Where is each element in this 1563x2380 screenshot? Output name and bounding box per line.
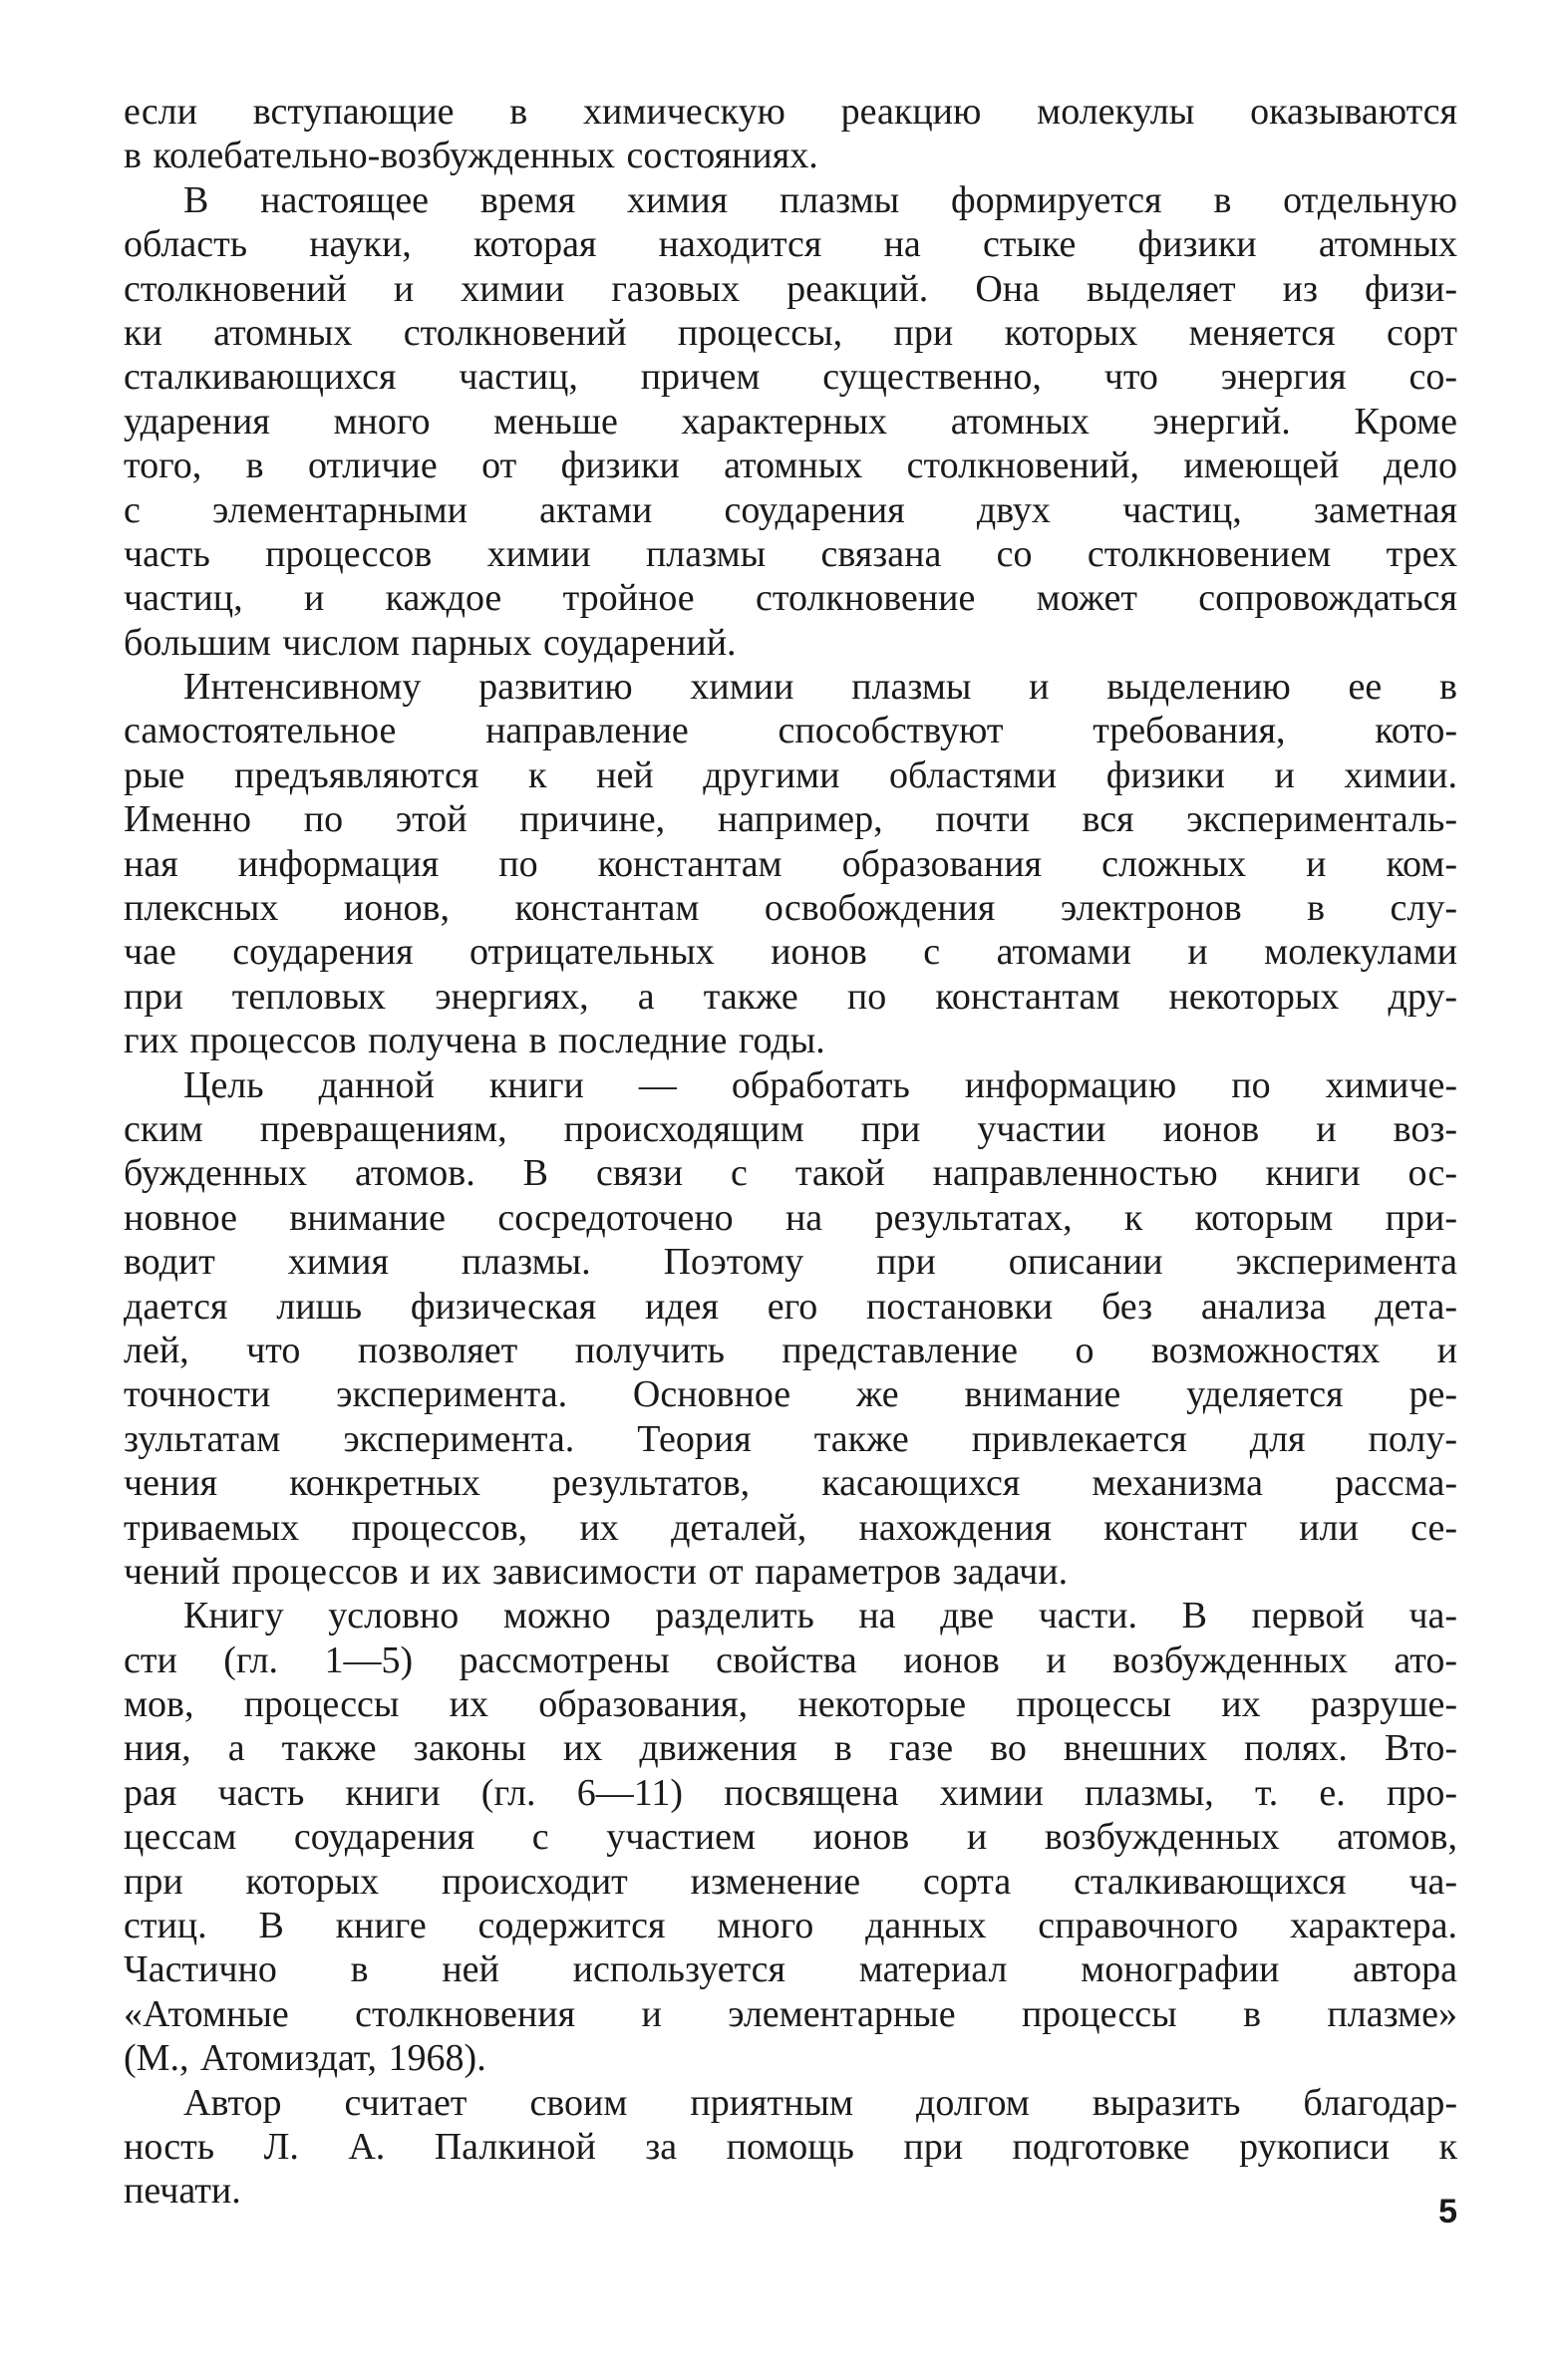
text-line: триваемых процессов, их деталей, нахождения констант или се- [124, 1506, 1457, 1549]
text-line: цессам соударения с участием ионов и возбужденных атомов, [124, 1816, 1457, 1859]
text-line: столкновений и химии газовых реакций. Она выделяет из физи- [124, 267, 1457, 310]
text-line: Автор считает своим приятным долгом выразить благодар- [183, 2081, 1457, 2124]
text-line: при тепловых энергиях, а также по константам некоторых дру- [124, 975, 1457, 1018]
text-line: Частично в ней используется материал монографии автора [124, 1948, 1457, 1991]
text-line: в колебательно-возбужденных состояниях. [124, 135, 818, 177]
text-line: ная информация по константам образования сложных и ком- [124, 842, 1457, 885]
text-line: частиц, и каждое тройное столкновение может сопровождаться [124, 577, 1457, 620]
text-line: «Атомные столкновения и элементарные процессы в плазме» [124, 1992, 1457, 2035]
text-line: сти (гл. 1—5) рассмотрены свойства ионов и возбужденных ато- [124, 1638, 1457, 1681]
paragraph [124, 1063, 1457, 1595]
text-line: чения конкретных результатов, касающихся механизма рассма- [124, 1462, 1457, 1505]
text-line: область науки, которая находится на стыке физики атомных [124, 223, 1457, 266]
text-line: печати. [124, 2170, 241, 2213]
paragraph [124, 665, 1457, 1063]
text-line: (М., Атомиздат, 1968). [124, 2037, 486, 2080]
text-line: Книгу условно можно разделить на две части. В первой ча- [183, 1595, 1457, 1637]
text-line: с элементарными актами соударения двух частиц, заметная [124, 488, 1457, 531]
text-line: если вступающие в химическую реакцию молекулы оказываются [124, 91, 1457, 133]
text-line: чае соударения отрицательных ионов с атомами и молекулами [124, 931, 1457, 974]
text-line: ния, а также законы их движения в газе во внешних полях. Вто- [124, 1727, 1457, 1770]
text-line: Именно по этой причине, например, почти вся эксперименталь- [124, 798, 1457, 841]
text-line: бужденных атомов. В связи с такой направленностью книги ос- [124, 1152, 1457, 1195]
paragraph [124, 1594, 1457, 2080]
text-line: часть процессов химии плазмы связана со столкновением трех [124, 532, 1457, 575]
text-line: того, в отличие от физики атомных столкновений, имеющей дело [124, 445, 1457, 487]
text-line: гих процессов получена в последние годы. [124, 1020, 825, 1062]
page-body [124, 90, 1457, 2322]
text-line: ность Л. А. Палкиной за помощь при подготовке рукописи к [124, 2125, 1457, 2168]
text-line: ки атомных столкновений процессы, при которых меняется сорт [124, 311, 1457, 354]
text-line: чений процессов и их зависимости от параметров задачи. [124, 1550, 1069, 1593]
text-line: рые предъявляются к ней другими областями физики и химии. [124, 753, 1457, 796]
text-line: ударения много меньше характерных атомных энергий. Кроме [124, 400, 1457, 443]
text-line: лей, что позволяет получить представление о возможностях и [124, 1329, 1457, 1371]
text-line: зультатам эксперимента. Теория также привлекается для полу- [124, 1417, 1457, 1460]
text-line: В настоящее время химия плазмы формируется в отдельную [183, 178, 1457, 221]
text-line: точности эксперимента. Основное же внимание уделяется ре- [124, 1373, 1457, 1416]
text-line: Интенсивному развитию химии плазмы и выделению ее в [183, 666, 1457, 709]
paragraph [124, 2081, 1457, 2214]
text-line: стиц. В книге содержится много данных справочного характера. [124, 1905, 1457, 1947]
text-line: Цель данной книги — обработать информацию по химиче- [183, 1063, 1457, 1106]
text-line: рая часть книги (гл. 6—11) посвящена химии плазмы, т. е. про- [124, 1771, 1457, 1814]
page-number: 5 [1438, 2193, 1457, 2231]
text-line: сталкивающихся частиц, причем существенно, что энергия со- [124, 356, 1457, 399]
text-line: большим числом парных соударений. [124, 621, 737, 664]
text-line: ским превращениям, происходящим при участии ионов и воз- [124, 1107, 1457, 1150]
text-line: новное внимание сосредоточено на результатах, к которым при- [124, 1196, 1457, 1239]
text-line: при которых происходит изменение сорта сталкивающихся ча- [124, 1860, 1457, 1903]
text-line: самостоятельное направление способствуют требования, кото- [124, 710, 1457, 752]
text-line: мов, процессы их образования, некоторые процессы их разруше- [124, 1683, 1457, 1726]
text-line: водит химия плазмы. Поэтому при описании эксперимента [124, 1241, 1457, 1284]
text-line: плексных ионов, константам освобождения электронов в слу- [124, 887, 1457, 930]
paragraph [124, 178, 1457, 665]
text-line: дается лишь физическая идея его постановки без анализа дета- [124, 1285, 1457, 1328]
paragraph [124, 90, 1457, 178]
